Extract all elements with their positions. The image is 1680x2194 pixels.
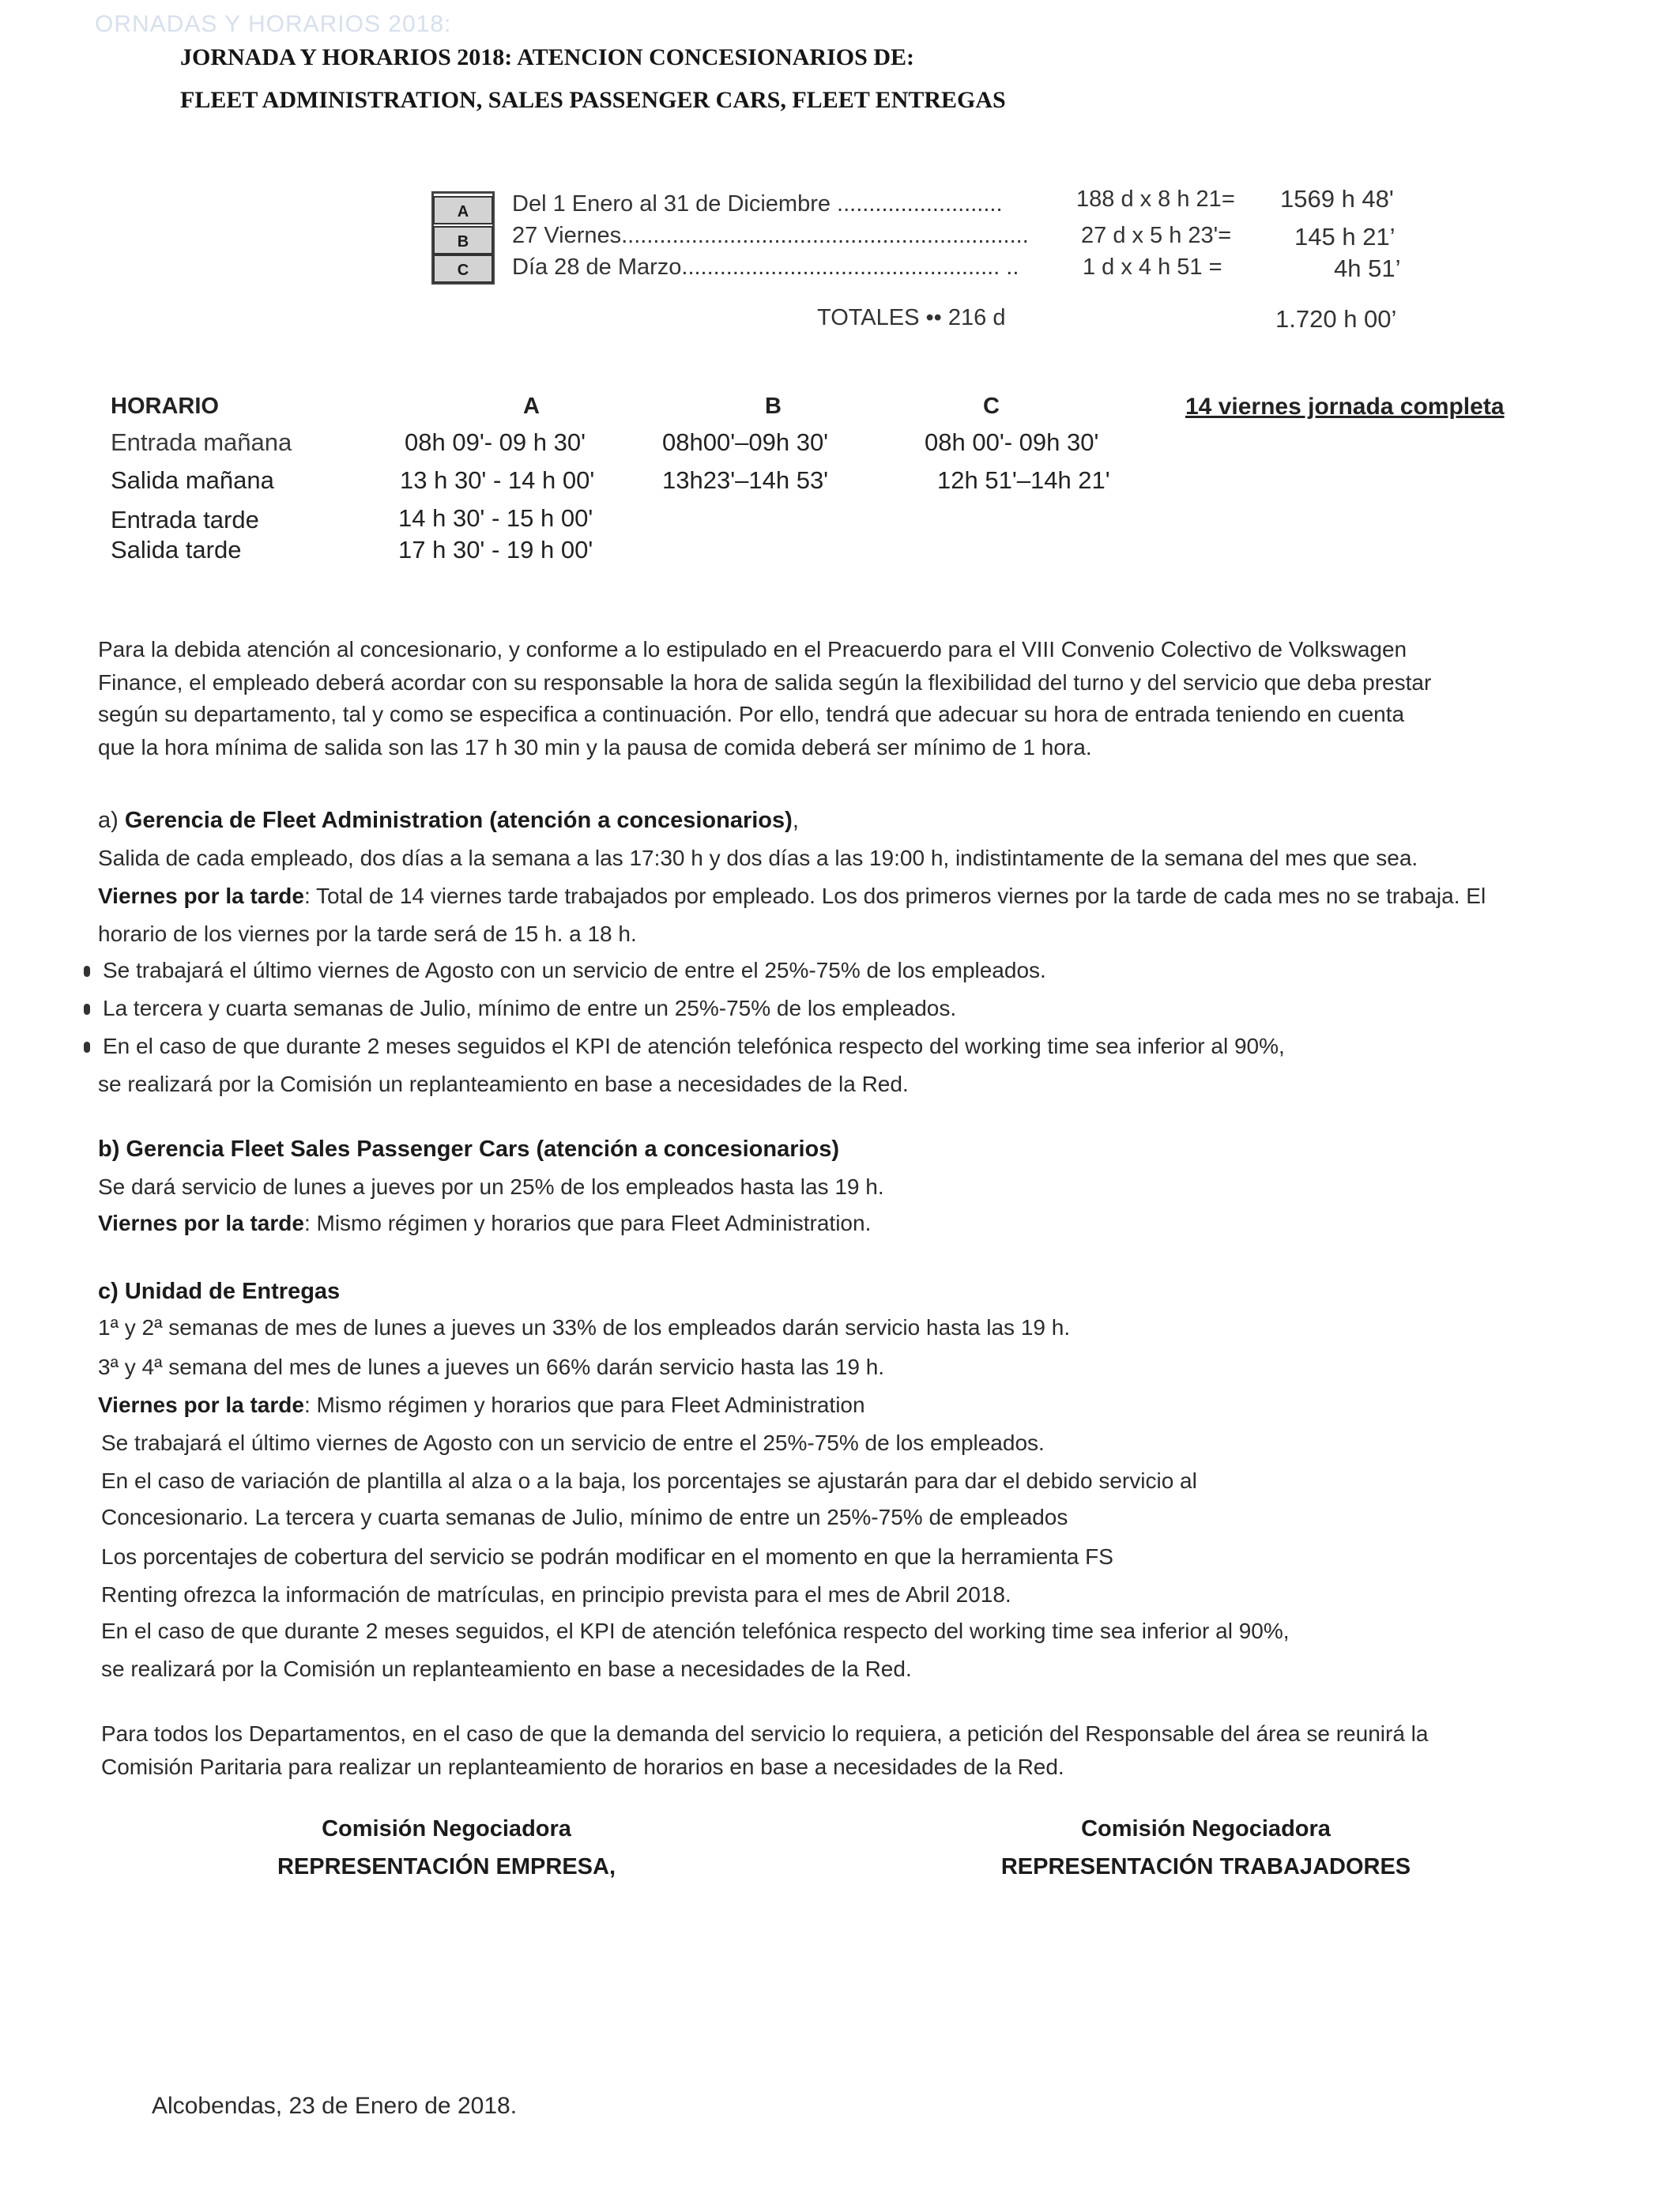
section-a-bullet: Se trabajará el último viernes de Agosto con un servicio de entre el 25%-75% de los empleados. [103, 958, 1046, 982]
viernes-text: : Total de 14 viernes tarde trabajados por empleado. Los dos primeros viernes por la tarde de cada mes no se trabaja. El [303, 884, 1486, 908]
schedule-row-label: Salida mañana [111, 466, 274, 494]
summary-calc-b: 27 d x 5 h 23'= [1081, 223, 1232, 248]
signature-right-org: REPRESENTACIÓN TRABAJADORES [1000, 1854, 1411, 1879]
schedule-note: 14 viernes jornada completa [1185, 394, 1505, 420]
section-c-viernes [98, 1393, 865, 1418]
section-a-viernes [98, 884, 1486, 909]
summary-total-a: 1569 h 48' [1280, 185, 1394, 213]
schedule-cell-c: 08h 00'- 09h 30' [925, 428, 1099, 456]
viernes-label: Viernes por la tarde [98, 1211, 304, 1235]
viernes-text: : Mismo régimen y horarios que para Fleet Administration [303, 1393, 865, 1417]
section-a-heading [98, 808, 799, 834]
section-c-line: Se trabajará el último viernes de Agosto con un servicio de entre el 25%-75% de los empleados. [101, 1431, 1045, 1455]
signature-left-title: Comisión Negociadora [322, 1816, 571, 1842]
schedule-header-c: C [983, 394, 1000, 419]
schedule-row-label: Entrada mañana [111, 428, 292, 456]
section-a-line: Salida de cada empleado, dos días a la semana a las 17:30 h y dos días a las 19:00 h, indistintamente de la semana del mes que sea. [98, 846, 1418, 870]
signature-right-title: Comisión Negociadora [1081, 1816, 1331, 1842]
section-a-line: se realizará por la Comisión un replanteamiento en base a necesidades de la Red. [98, 1072, 909, 1096]
section-c-title: c) Unidad de Entregas [98, 1279, 341, 1304]
section-a-title: Gerencia de Fleet Administration (atención a concesionarios) [124, 808, 793, 833]
schedule-cell-b: 13h23'–14h 53' [662, 466, 829, 494]
watermark-text: ORNADAS Y HORARIOS 2018: [95, 11, 452, 37]
key-box-b: B [433, 226, 493, 254]
schedule-header-a: A [523, 394, 540, 419]
section-a-bullet: En el caso de que durante 2 meses seguidos el KPI de atención telefónica respecto del working time sea inferior al 90%, [103, 1034, 1285, 1058]
section-a-line: horario de los viernes por la tarde será de 15 h. a 18 h. [98, 922, 637, 946]
summary-label-b: 27 Viernes................................................................ [512, 223, 1029, 248]
document-title-line1: JORNADA Y HORARIOS 2018: ATENCION CONCESIONARIOS DE: [180, 44, 914, 70]
summary-totals-value: 1.720 h 00’ [1275, 305, 1397, 333]
intro-line: que la hora mínima de salida son las 17 h 30 min y la pausa de comida deberá ser mínimo de 1 hora. [98, 735, 1092, 760]
closing-line: Para todos los Departamentos, en el caso de que la demanda del servicio lo requiera, a petición del Responsable del área se reunirá la [101, 1721, 1429, 1746]
summary-total-b: 145 h 21’ [1294, 223, 1396, 251]
schedule-row-label: Entrada tarde [111, 506, 259, 533]
summary-calc-a: 188 d x 8 h 21= [1076, 187, 1235, 212]
schedule-header-horario: HORARIO [111, 394, 219, 419]
section-b-title: b) Gerencia Fleet Sales Passenger Cars (atención a concesionarios) [98, 1137, 840, 1162]
summary-label-a: Del 1 Enero al 31 de Diciembre .......................... [512, 191, 1003, 217]
section-b-line: Se dará servicio de lunes a jueves por un 25% de los empleados hasta las 19 h. [98, 1174, 884, 1199]
schedule-cell-a: 08h 09'- 09 h 30' [405, 428, 586, 456]
summary-total-c: 4h 51’ [1334, 254, 1401, 282]
schedule-cell-a: 17 h 30' - 19 h 00' [398, 536, 593, 564]
intro-line: Para la debida atención al concesionario, y conforme a lo estipulado en el Preacuerdo para el VIII Convenio Colectivo de Volkswagen [98, 637, 1407, 662]
section-c-line: Los porcentajes de cobertura del servicio se podrán modificar en el momento en que la herramienta FS [101, 1544, 1113, 1569]
intro-line: Finance, el empleado deberá acordar con su responsable la hora de salida según la flexibilidad del turno y del servicio que deba prestar [98, 670, 1432, 695]
place-date: Alcobendas, 23 de Enero de 2018. [152, 2093, 518, 2119]
section-c-line: 3ª y 4ª semana del mes de lunes a jueves un 66% darán servicio hasta las 19 h. [98, 1355, 885, 1379]
summary-label-c: Día 28 de Marzo.................................................. .. [512, 254, 1019, 280]
section-c-line: En el caso de variación de plantilla al alza o a la baja, los porcentajes se ajustarán para dar el debido servicio al [101, 1468, 1197, 1493]
key-box-c: C [433, 254, 493, 283]
signature-left-org: REPRESENTACIÓN EMPRESA, [277, 1854, 616, 1879]
section-a-bullet: La tercera y cuarta semanas de Julio, mínimo de entre un 25%-75% de los empleados. [103, 996, 957, 1020]
summary-totals-label: TOTALES •• 216 d [817, 305, 1006, 330]
bullet-icon [84, 1042, 90, 1053]
viernes-label: Viernes por la tarde [98, 1393, 304, 1417]
section-a-prefix: a) [98, 808, 125, 833]
section-b-viernes [98, 1211, 871, 1236]
schedule-cell-b: 08h00'–09h 30' [662, 428, 829, 456]
schedule-cell-a: 14 h 30' - 15 h 00' [398, 504, 593, 532]
schedule-header-b: B [765, 394, 782, 419]
viernes-label: Viernes por la tarde [98, 884, 304, 908]
section-c-line: Concesionario. La tercera y cuarta semanas de Julio, mínimo de entre un 25%-75% de empleados [101, 1505, 1068, 1529]
summary-calc-c: 1 d x 4 h 51 = [1083, 254, 1222, 280]
bullet-icon [84, 1004, 90, 1015]
section-a-suffix: , [792, 808, 799, 833]
document-title-line2: FLEET ADMINISTRATION, SALES PASSENGER CARS, FLEET ENTREGAS [180, 87, 1006, 113]
closing-line: Comisión Paritaria para realizar un replanteamiento de horarios en base a necesidades de la Red. [101, 1755, 1064, 1779]
section-c-line: se realizará por la Comisión un replanteamiento en base a necesidades de la Red. [101, 1657, 912, 1681]
bullet-icon [84, 966, 90, 977]
schedule-cell-c: 12h 51'–14h 21' [937, 466, 1110, 494]
viernes-text: : Mismo régimen y horarios que para Fleet Administration. [303, 1211, 872, 1235]
schedule-row-label: Salida tarde [111, 536, 242, 564]
section-c-line: Renting ofrezca la información de matrículas, en principio prevista para el mes de Abril 2018. [101, 1582, 1011, 1607]
section-c-line: 1ª y 2ª semanas de mes de lunes a jueves un 33% de los empleados darán servicio hasta las 19 h. [98, 1315, 1071, 1340]
section-c-line: En el caso de que durante 2 meses seguidos, el KPI de atención telefónica respecto del working time sea inferior al 90%, [101, 1619, 1290, 1643]
intro-line: según su departamento, tal y como se especifica a continuación. Por ello, tendrá que adecuar su hora de entrada teniendo en cuenta [98, 702, 1405, 726]
schedule-cell-a: 13 h 30' - 14 h 00' [400, 466, 595, 494]
key-box-a: A [433, 196, 493, 224]
